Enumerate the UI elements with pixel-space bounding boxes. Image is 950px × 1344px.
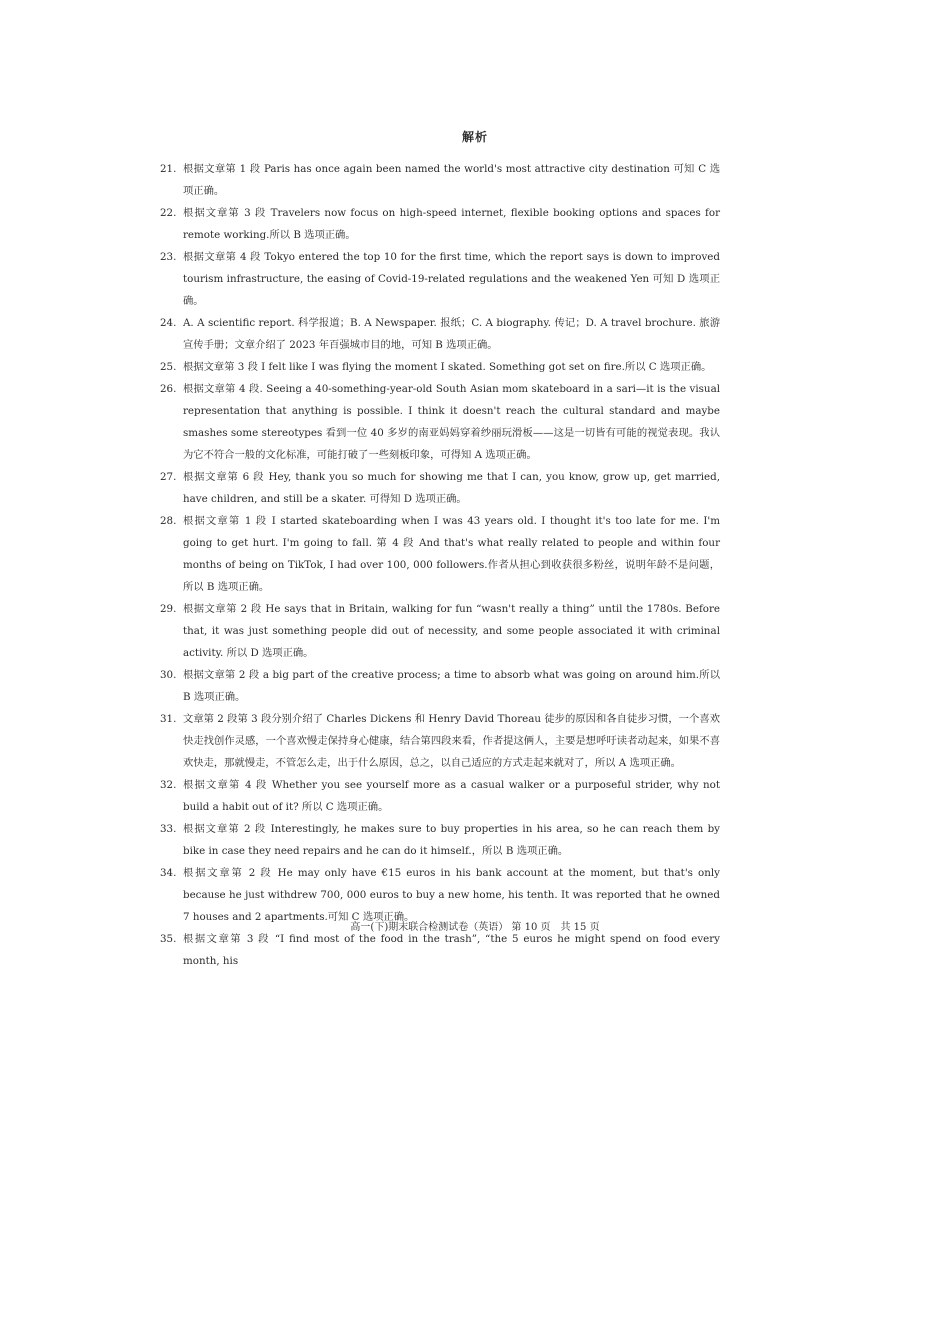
- list-item: [160, 356, 720, 378]
- item-text: 根据文章第 4 段. Seeing a 40-something-year-old South Asian mom skateboard in a sari—it is the visual representation that anything is possible. I think it doesn't reach the cultural standard and maybe smashes some stereotypes 看到一位 40 多岁的南亚妈妈穿着纱丽玩滑板——这是一切皆有可能的视觉表现。我认为它不符合一般的文化标准，可能打破了一些刻板印象，可得知 A 选项正确。: [183, 383, 720, 461]
- item-text: 根据文章第 3 段 “I find most of the food in the trash”, “the 5 euros he might spend on food every month, his: [183, 933, 720, 967]
- item-text: 根据文章第 2 段 He may only have €15 euros in his bank account at the moment, but that's only because he just withdrew 700, 000 euros to buy a new home, his tenth. It was reported that he owned 7 houses and 2 apartments.可知 C 选项正确。: [183, 867, 720, 923]
- item-text: A. A scientific report. 科学报道；B. A Newspaper. 报纸；C. A biography. 传记；D. A travel brochure. 旅游宣传手册；文章介绍了 2023 年百强城市目的地，可知 B 选项正确。: [183, 317, 720, 351]
- list-item: [160, 466, 720, 510]
- item-number: 35.: [160, 933, 177, 945]
- item-number: 29.: [160, 603, 177, 615]
- list-item: [160, 928, 720, 972]
- item-number: 30.: [160, 669, 177, 681]
- list-item: [160, 708, 720, 774]
- item-text: 根据文章第 1 段 I started skateboarding when I was 43 years old. I thought it's too late for me. I'm going to get hurt. I'm going to fall. 第 4 段 And that's what really related to people and within four months of being on TikTok, I had over 100, 000 followers.作者从担心到收获很多粉丝，说明年龄不是问题，所以 B 选项正确。: [183, 515, 720, 593]
- list-item: [160, 202, 720, 246]
- list-item: [160, 312, 720, 356]
- item-text: 根据文章第 2 段 Interestingly, he makes sure to buy properties in his area, so he can reach them by bike in case they need repairs and he can do it himself.，所以 B 选项正确。: [183, 823, 720, 857]
- list-item: [160, 818, 720, 862]
- list-item: [160, 774, 720, 818]
- item-text: 根据文章第 1 段 Paris has once again been named the world's most attractive city destination 可知 C 选项正确。: [183, 163, 720, 197]
- item-text: 根据文章第 4 段 Whether you see yourself more as a casual walker or a purposeful strider, why not build a habit out of it? 所以 C 选项正确。: [183, 779, 720, 813]
- item-number: 31.: [160, 713, 177, 725]
- item-number: 24.: [160, 317, 177, 329]
- item-text: 根据文章第 3 段 Travelers now focus on high-speed internet, flexible booking options and spaces for remote working.所以 B 选项正确。: [183, 207, 720, 241]
- item-text: 文章第 2 段第 3 段分别介绍了 Charles Dickens 和 Henry David Thoreau 徒步的原因和各自徒步习惯，一个喜欢快走找创作灵感，一个喜欢慢走保持身心健康，结合第四段来看，作者提这俩人，主要是想呼吁读者动起来，如果不喜欢快走，那就慢走，不管怎么走，出于什么原因，总之，以自己适应的方式走起来就对了，所以 A 选项正确。: [183, 713, 720, 769]
- list-item: [160, 598, 720, 664]
- item-text: 根据文章第 2 段 a big part of the creative process; a time to absorb what was going on around him.所以 B 选项正确。: [183, 669, 720, 703]
- item-text: 根据文章第 3 段 I felt like I was flying the moment I skated. Something got set on fire.所以 C 选项正确。: [183, 361, 712, 373]
- item-number: 27.: [160, 471, 177, 483]
- item-number: 25.: [160, 361, 177, 373]
- page-title: 解析: [461, 130, 488, 144]
- list-item: [160, 664, 720, 708]
- page-footer: 高一(下)期末联合检测试卷（英语） 第 10 页 共 15 页: [350, 922, 600, 933]
- list-item: [160, 246, 720, 312]
- item-number: 28.: [160, 515, 177, 527]
- list-item: [160, 510, 720, 598]
- item-number: 34.: [160, 867, 177, 879]
- list-item: [160, 158, 720, 202]
- item-number: 21.: [160, 163, 177, 175]
- item-text: 根据文章第 4 段 Tokyo entered the top 10 for the first time, which the report says is down to improved tourism infrastructure, the easing of Covid-19-related regulations and the weakened Yen 可知 D 选项正确。: [183, 251, 720, 307]
- item-number: 23.: [160, 251, 177, 263]
- item-number: 26.: [160, 383, 177, 395]
- item-number: 33.: [160, 823, 177, 835]
- item-number: 22.: [160, 207, 177, 219]
- item-text: 根据文章第 6 段 Hey, thank you so much for showing me that I can, you know, grow up, get married, have children, and still be a skater. 可得知 D 选项正确。: [183, 471, 720, 505]
- answer-explanations: [160, 158, 720, 972]
- list-item: [160, 378, 720, 466]
- item-number: 32.: [160, 779, 177, 791]
- item-text: 根据文章第 2 段 He says that in Britain, walking for fun “wasn't really a thing” until the 1780s. Before that, it was just something people did out of necessity, and some people associated it with criminal activity. 所以 D 选项正确。: [183, 603, 720, 659]
